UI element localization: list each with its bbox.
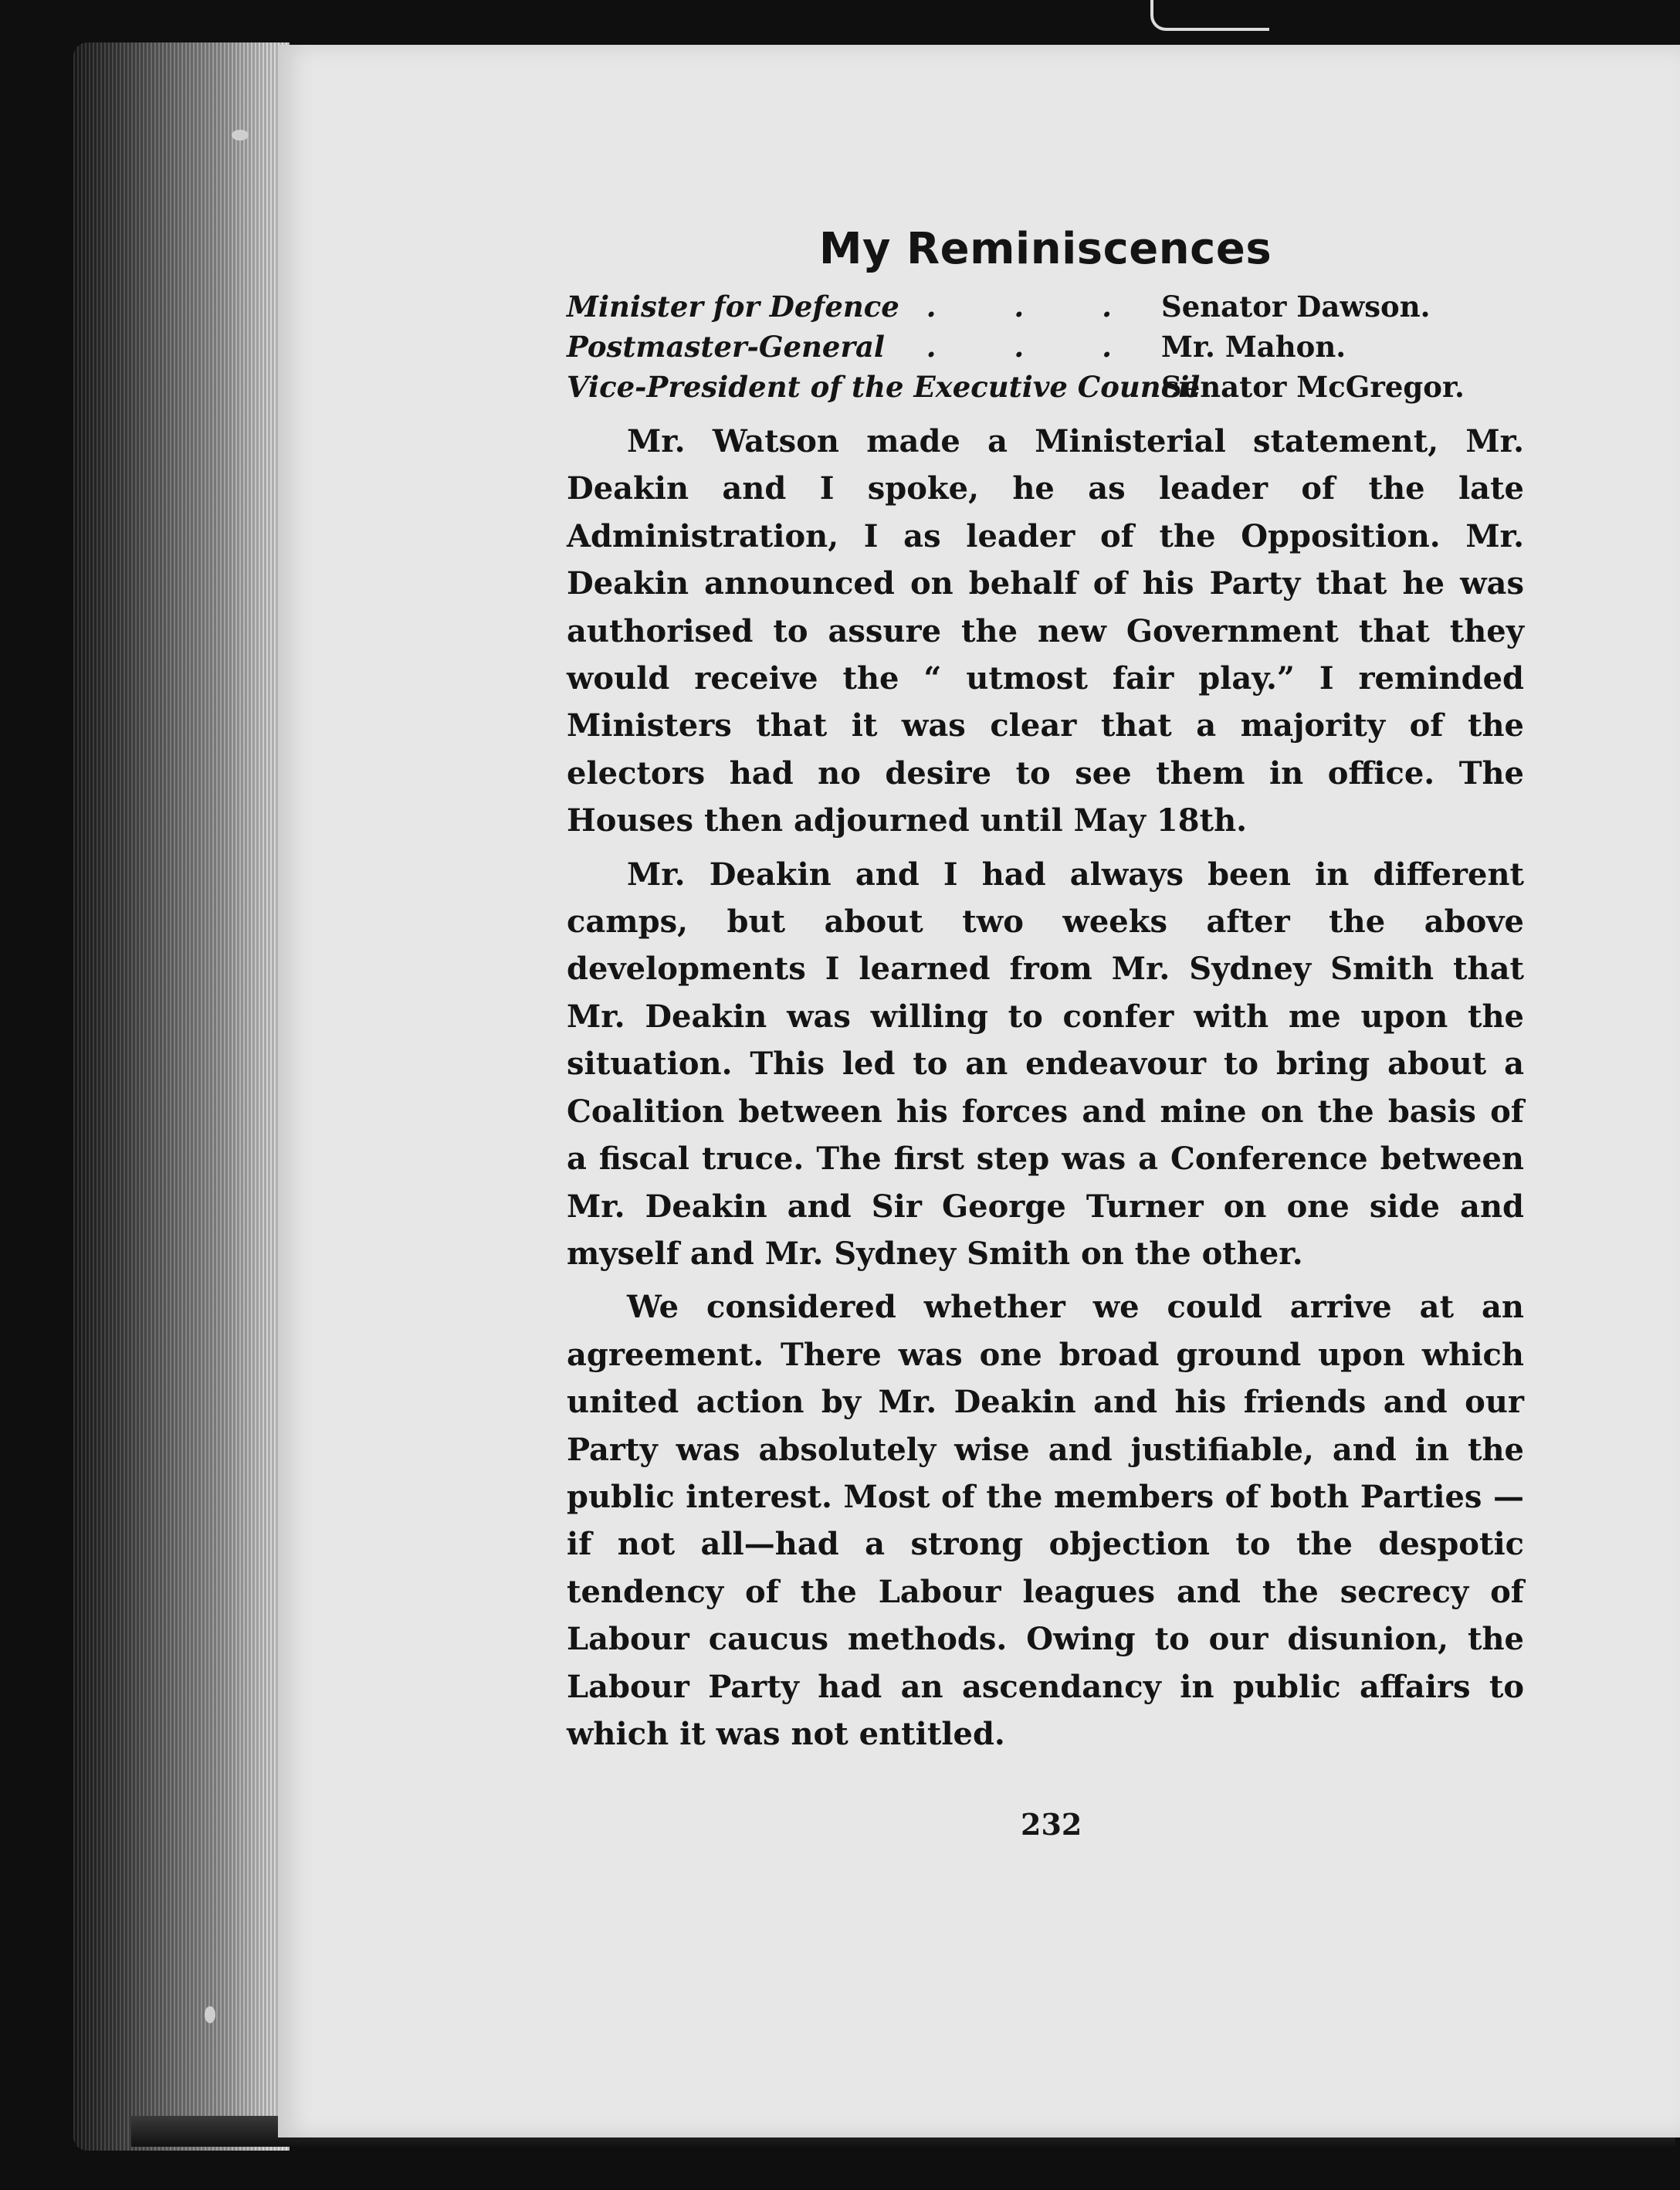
- minister-holder: Senator Dawson.: [1161, 290, 1431, 324]
- minister-office: Postmaster-General: [567, 330, 885, 364]
- body-paragraph: Mr. Deakin and I had always been in different camps, but about two weeks after the above developments I learned from Mr. Sydney Smith that Mr. Deakin was willing to confer with me upon the situation. This led to an endeavour to bring about a Coalition between his forces and mine on the basis of a fiscal truce. The first step was a Conference between Mr. Deakin and Sir George Turner on one side and myself and Mr. Sydney Smith on the other.: [567, 856, 1524, 1272]
- page-number: 232: [1021, 1807, 1082, 1842]
- paper-speck: [205, 2006, 215, 2023]
- minister-office: Minister for Defence: [567, 290, 899, 324]
- dot-leader: . . .: [926, 330, 1146, 364]
- minister-row: [567, 327, 1524, 367]
- minister-holder: Mr. Mahon.: [1161, 330, 1346, 364]
- clip-mark: [1150, 0, 1269, 31]
- minister-holder: Senator McGregor.: [1161, 370, 1465, 404]
- minister-office: Vice-President of the Executive Council: [567, 370, 1201, 404]
- dot-leader: . . .: [926, 290, 1146, 324]
- running-head: My Reminiscences: [818, 224, 1272, 274]
- text-block: [567, 224, 1524, 1764]
- body-paragraph: Mr. Watson made a Ministerial statement, Mr. Deakin and I spoke, he as leader of the late Administration, I as leader of the Opposition. Mr. Deakin announced on behalf of his Party that he was authorised to assure the new Government that they would receive the “ utmost fair play.” I reminded Ministers that it was clear that a majority of the electors had no desire to see them in office. The Houses then adjourned until May 18th.: [567, 423, 1524, 839]
- minister-row: [567, 286, 1524, 327]
- book-fore-edge: [73, 42, 290, 2151]
- minister-row: [567, 367, 1524, 407]
- ministers-list: [567, 286, 1524, 407]
- paper-speck: [232, 130, 249, 141]
- body-paragraph: We considered whether we could arrive at an agreement. There was one broad ground upon which united action by Mr. Deakin and his friends and our Party was absolutely wise and justifiable, and in the public interest. Most of the members of both Parties —if not all—had a strong objection to the despotic tendency of the Labour leagues and the secrecy of Labour caucus methods. Owing to our disunion, the Labour Party had an ascendancy in public affairs to which it was not entitled.: [567, 1289, 1524, 1752]
